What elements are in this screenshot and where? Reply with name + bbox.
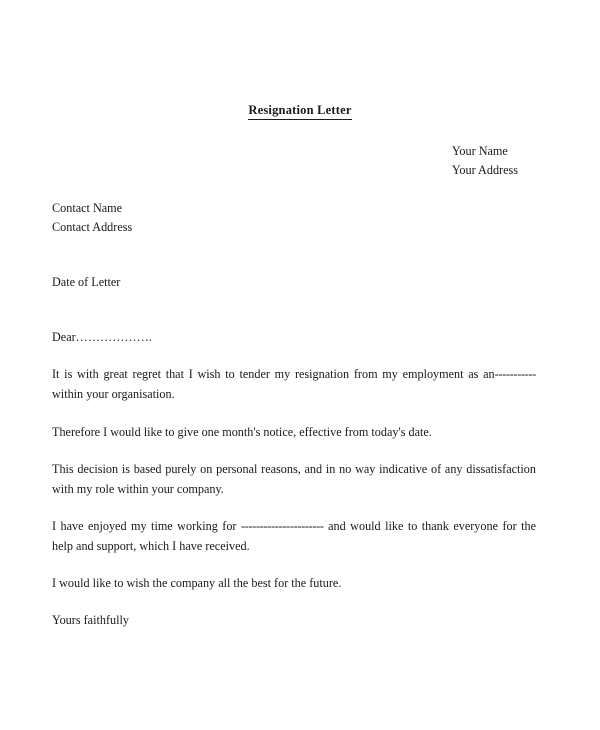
paragraph-1-text-after-blank: within your organisation. [52, 387, 175, 401]
paragraph-4-text-after-blank: and would like to thank everyone for the help and support, which I have received. [52, 519, 537, 553]
sender-name: Your Name [451, 144, 508, 158]
recipient-name: Contact Name [52, 201, 123, 215]
letter-date: Date of Letter [52, 275, 121, 289]
body-paragraph-3: This decision is based purely on personal reasons, and in no way indicative of any dissatisfaction with my role within your company. [52, 462, 536, 496]
sender-address: Your Address [451, 163, 518, 177]
recipient-address-block [52, 199, 132, 237]
body-paragraph-5: I would like to wish the company all the best for the future. [52, 576, 342, 590]
paragraph-4-text-before-blank: I have enjoyed my time working for [52, 519, 237, 533]
body-paragraph-4 [52, 516, 536, 556]
body-paragraph-2: Therefore I would like to give one month's notice, effective from today's date. [52, 425, 432, 439]
letter-signoff: Yours faithfully [52, 613, 129, 627]
recipient-address: Contact Address [52, 220, 133, 234]
body-paragraph-1 [52, 364, 536, 404]
letter-body [52, 364, 536, 593]
page-title-container [0, 101, 600, 120]
salutation: Dear………………. [52, 330, 152, 344]
page-title: Resignation Letter [248, 103, 351, 120]
paragraph-1-text-before-blank: It is with great regret that I wish to tender my resignation from my employment as an [52, 367, 495, 381]
job-title-blank: ----------- [494, 367, 536, 381]
company-name-blank: ---------------------- [240, 519, 324, 533]
sender-address-block [452, 142, 518, 180]
